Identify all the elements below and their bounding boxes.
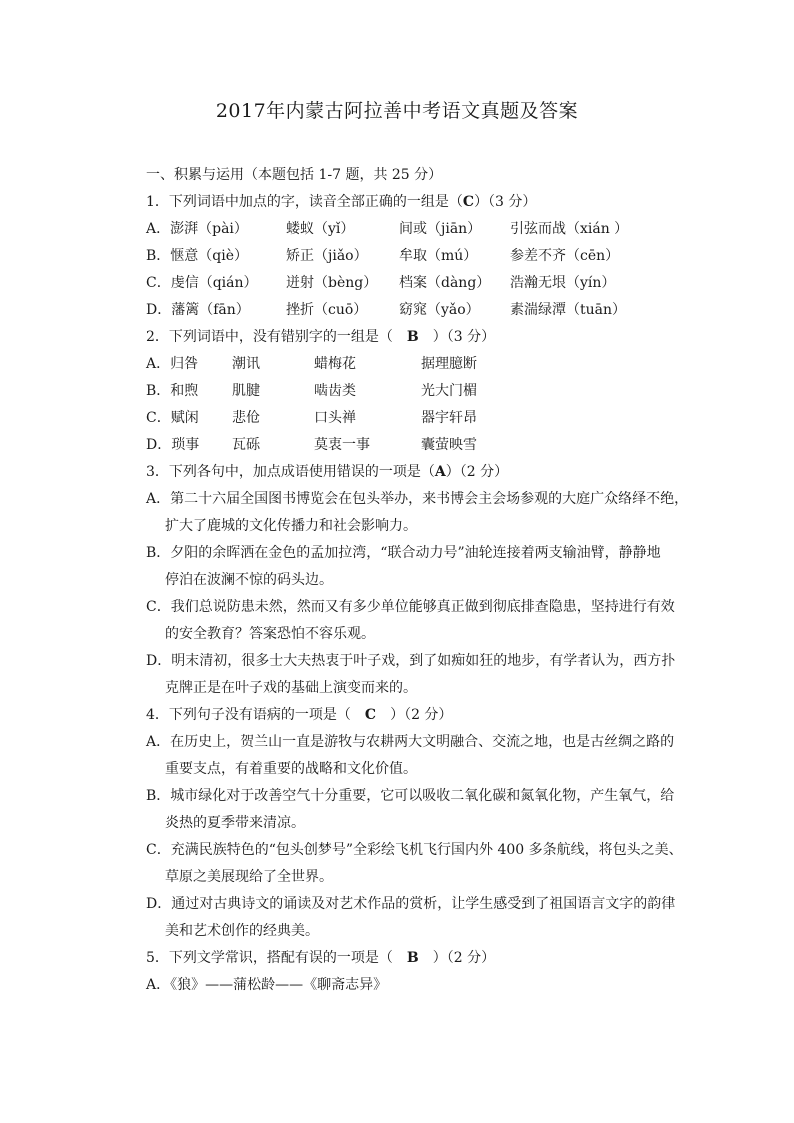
option-row: D．藩篱（fān） 挫折（cuō） 窈窕（yǎo） 素湍绿潭（tuān） xyxy=(146,302,627,318)
question-2-answer: B xyxy=(406,329,419,345)
page-title: 2017年内蒙古阿拉善中考语文真题及答案 xyxy=(215,100,579,122)
option-row: D．琐事 瓦砾 莫衷一事 囊萤映雪 xyxy=(146,437,477,453)
option-text: 停泊在波澜不惊的码头边。 xyxy=(165,572,333,588)
option-row: C．虔信（qián） 迸射（bèng） 档案（dàng） 浩瀚无垠（yín） xyxy=(146,275,616,291)
option-text: 重要支点，有着重要的战略和文化价值。 xyxy=(165,761,417,777)
option-text: A．第二十六届全国图书博览会在包头举办，来书博会主会场参观的大庭广众络绎不绝， xyxy=(146,491,689,507)
question-3-answer: A xyxy=(434,464,446,480)
option-text: D．通过对古典诗文的诵读及对艺术作品的赏析，让学生感受到了祖国语言文字的韵律 xyxy=(146,896,676,912)
option-text: D．明末清初，很多士大夫热衷于叶子戏，到了如痴如狂的地步，有学者认为，西方扑 xyxy=(146,653,676,669)
question-5-stem: 5．下列文学常识，搭配有误的一项是（ B ）（2 分） xyxy=(146,950,496,966)
option-text: 美和艺术创作的经典美。 xyxy=(165,923,319,939)
option-text: A．《狼》——蒲松龄——《聊斋志异》 xyxy=(146,977,388,993)
option-text: 扩大了鹿城的文化传播力和社会影响力。 xyxy=(165,518,417,534)
question-3-stem: 3．下列各句中，加点成语使用错误的一项是（A）（2 分） xyxy=(146,464,509,480)
option-text: 炎热的夏季带来清凉。 xyxy=(165,815,305,831)
option-row: A．归咎 潮讯 蜡梅花 据理臆断 xyxy=(146,356,477,372)
option-row: A．澎湃（pài） 蝼蚁（yǐ） 间或（jiān） 引弦而战（xián ） xyxy=(146,221,629,237)
option-row: C．赋闲 悲伧 口头禅 器宇轩昂 xyxy=(146,410,477,426)
option-text: B．城市绿化对于改善空气十分重要，它可以吸收二氧化碳和氮氧化物，产生氧气，给 xyxy=(146,788,675,804)
question-2-stem: 2．下列词语中，没有错别字的一组是（ B ）（3 分） xyxy=(146,329,496,345)
question-4-stem: 4．下列句子没有语病的一项是（ C ）（2 分） xyxy=(146,707,453,723)
question-1-answer: C xyxy=(462,194,475,210)
question-4-answer: C xyxy=(364,707,377,723)
section-heading: 一、积累与运用（本题包括 1-7 题，共 25 分） xyxy=(146,167,443,183)
question-5-answer: B xyxy=(406,950,419,966)
option-text: B．夕阳的余晖洒在金色的孟加拉湾，“联合动力号”油轮连接着两支输油臂，静静地 xyxy=(146,545,661,561)
option-text: 草原之美展现给了全世界。 xyxy=(165,869,333,885)
option-text: C．充满民族特色的“包头创梦号”全彩绘飞机飞行国内外 400 多条航线，将包头之美、 xyxy=(146,842,683,858)
option-text: 的安全教育？答案恐怕不容乐观。 xyxy=(165,626,375,642)
option-row: B．惬意（qiè） 矫正（jiǎo） 牟取（mú） 参差不齐（cēn） xyxy=(146,248,620,264)
question-1-stem: 1．下列词语中加点的字，读音全部正确的一组是（C）（3 分） xyxy=(146,194,537,210)
option-text: A．在历史上，贺兰山一直是游牧与农耕两大文明融合、交流之地，也是古丝绸之路的 xyxy=(146,734,675,750)
option-text: C．我们总说防患未然，然而又有多少单位能够真正做到彻底排查隐患，坚持进行有效 xyxy=(146,599,675,615)
option-row: B．和煦 肌腱 啮齿类 光大门楣 xyxy=(146,383,477,399)
option-text: 克牌正是在叶子戏的基础上演变而来的。 xyxy=(165,680,417,696)
